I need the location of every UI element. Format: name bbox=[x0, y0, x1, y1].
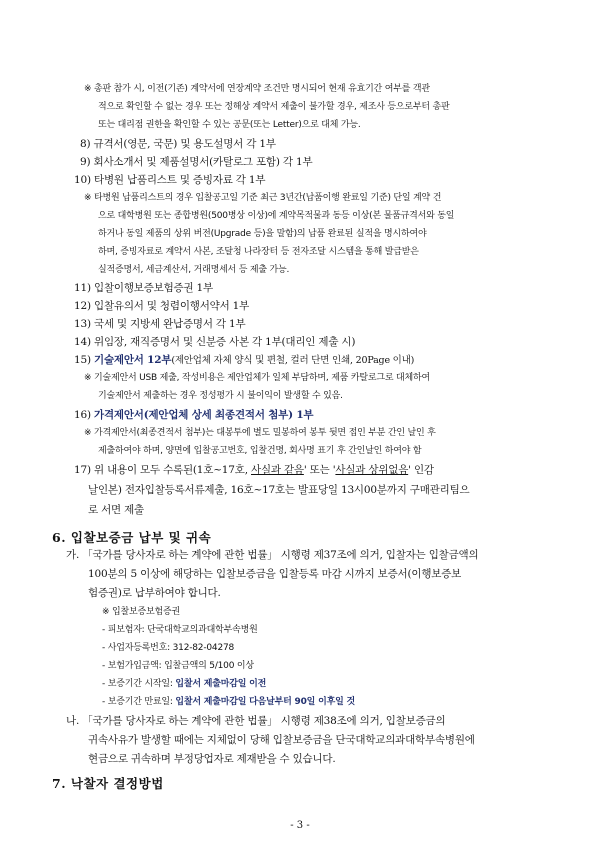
bond-business-number: - 사업자등록번호: 312-82-04278 bbox=[102, 643, 235, 653]
item-11: 11) 입찰이행보증보험증권 1부 bbox=[74, 282, 213, 294]
bond-end bbox=[102, 695, 355, 710]
bond-amount: - 보험가입금액: 입찰금액의 5/100 이상 bbox=[102, 661, 254, 671]
item-17-text-a: 17) 위 내용이 모두 수록된(1호~17호, bbox=[74, 464, 251, 476]
item-9: 9) 회사소개서 및 제품설명서(카탈로그 포함) 각 1부 bbox=[80, 156, 313, 168]
item-10: 10) 타병원 납품리스트 및 증빙자료 각 1부 bbox=[74, 174, 266, 186]
note-10-line-1: ※ 타병원 납품리스트의 경우 입찰공고일 기준 최근 3년간(납품이행 완료일 기준) 단일 계약 건 bbox=[84, 193, 442, 203]
item-16-bold: 가격제안서(제안업체 상세 최종견적서 첨부) 1부 bbox=[94, 409, 314, 421]
note-10-line-3: 하거나 동일 제품의 상위 버전(Upgrade 등)을 말함)의 납품 완료된 실적을 명시하여야 bbox=[98, 229, 427, 239]
section-6-na-line-3: 현금으로 귀속하며 부정당업자로 제재받을 수 있습니다. bbox=[88, 753, 336, 765]
bond-start-label: - 보증기간 시작일: bbox=[102, 679, 176, 689]
item-16-note-line-1: ※ 가격제안서(최종견적서 첨부)는 대봉투에 별도 밀봉하여 봉투 뒷면 접인 부분 간인 날인 후 bbox=[84, 428, 436, 438]
item-17-underline-1: 사실과 같음 bbox=[251, 464, 304, 476]
item-15-number: 15) bbox=[74, 354, 91, 366]
note-10-line-5: 실적증명서, 세금계산서, 거래명세서 등 제출 가능. bbox=[98, 265, 290, 275]
item-17-line-2: 날인본) 전자입찰등록서류제출, 16호~17호는 발표당일 13시00분까지 구매관리팀으 bbox=[88, 484, 470, 496]
note-10-line-4: 하며, 증빙자료로 계약서 사본, 조달청 나라장터 등 전자조달 시스템을 통해 발급받은 bbox=[98, 247, 419, 257]
section-6-ga-line-3: 험증권)로 납부하여야 합니다. bbox=[88, 587, 221, 599]
item-12: 12) 입찰유의서 및 청렴이행서약서 1부 bbox=[74, 300, 250, 312]
section-6-na-line-1: 나. 「국가를 당사자로 하는 계약에 관한 법률」 시행령 제38조에 의거, 입찰보증금의 bbox=[66, 715, 446, 727]
item-17-text-c: ' 인감 bbox=[408, 464, 434, 476]
note-top-line-1: ※ 총판 참가 시, 이전(기존) 계약서에 연장계약 조건만 명시되어 현재 유효기간 여부를 객관 bbox=[84, 84, 430, 94]
note-top-line-2: 적으로 확인할 수 없는 경우 또는 정해상 계약서 제출이 불가할 경우, 제조사 등으로부터 총판 bbox=[98, 102, 450, 112]
item-13: 13) 국세 및 지방세 완납증명서 각 1부 bbox=[74, 318, 246, 330]
note-10-line-2: 으로 대학병원 또는 종합병원(500병상 이상)에 계약목적물과 동등 이상(본 물품규격서와 동일 bbox=[98, 211, 455, 221]
item-16 bbox=[74, 408, 313, 423]
item-17-text-b: ' 또는 ' bbox=[303, 464, 336, 476]
item-16-number: 16) bbox=[74, 409, 91, 421]
bond-start-value: 입찰서 제출마감일 이전 bbox=[175, 679, 267, 689]
item-15-note-line-2: 기술제안서 제출하는 경우 정성평가 시 불이익이 발생할 수 있음. bbox=[98, 391, 343, 401]
item-8: 8) 규격서(영문, 국문) 및 용도설명서 각 1부 bbox=[80, 138, 276, 150]
item-16-note-line-2: 제출하여야 하며, 양면에 입찰공고번호, 입찰건명, 회사명 표기 후 간인날인 하여야 함 bbox=[98, 446, 422, 456]
item-15-bold: 기술제안서 12부 bbox=[94, 354, 172, 366]
item-15-note-line-1: ※ 기술제안서 USB 제출, 작성비용은 제안업체가 일체 부담하며, 제품 카탈로그로 대체하여 bbox=[84, 373, 430, 383]
item-17-underline-2: 사실과 상위없음 bbox=[335, 464, 409, 476]
section-6-ga-line-1: 가. 「국가를 당사자로 하는 계약에 관한 법률」 시행령 제37조에 의거, 입찰자는 입찰금액의 bbox=[66, 549, 479, 561]
page-number: - 3 - bbox=[290, 820, 310, 831]
bond-end-value: 입찰서 제출마감일 다음날부터 90일 이후일 것 bbox=[175, 697, 356, 707]
section-6-ga-line-2: 100분의 5 이상에 해당하는 입찰보증금을 입찰등록 마감 시까지 보증서(이행보증보 bbox=[88, 568, 462, 580]
section-6-na-line-2: 귀속사유가 발생할 때에는 지체없이 당해 입찰보증금을 단국대학교의과대학부속병원에 bbox=[88, 734, 475, 746]
note-top-line-3: 또는 대리점 권한을 확인할 수 있는 공문(또는 Letter)으로 대체 가능. bbox=[98, 120, 361, 130]
item-15 bbox=[74, 353, 414, 368]
item-17-line-3: 로 서면 제출 bbox=[88, 504, 144, 516]
bond-end-label: - 보증기간 만료일: bbox=[102, 697, 176, 707]
item-14: 14) 위임장, 재직증명서 및 신분증 사본 각 1부(대리인 제출 시) bbox=[74, 336, 356, 348]
section-7-title: 7. 낙찰자 결정방법 bbox=[52, 776, 164, 791]
bond-subtitle: ※ 입찰보증보험증권 bbox=[102, 607, 180, 617]
item-17-line-1 bbox=[74, 463, 434, 478]
section-6-title: 6. 입찰보증금 납부 및 귀속 bbox=[52, 530, 212, 545]
bond-start bbox=[102, 677, 266, 692]
item-15-rest: (제안업체 자체 양식 및 편철, 컬러 단면 인쇄, 20Page 이내) bbox=[171, 355, 415, 366]
bond-insured: - 피보험자: 단국대학교의과대학부속병원 bbox=[102, 625, 258, 635]
